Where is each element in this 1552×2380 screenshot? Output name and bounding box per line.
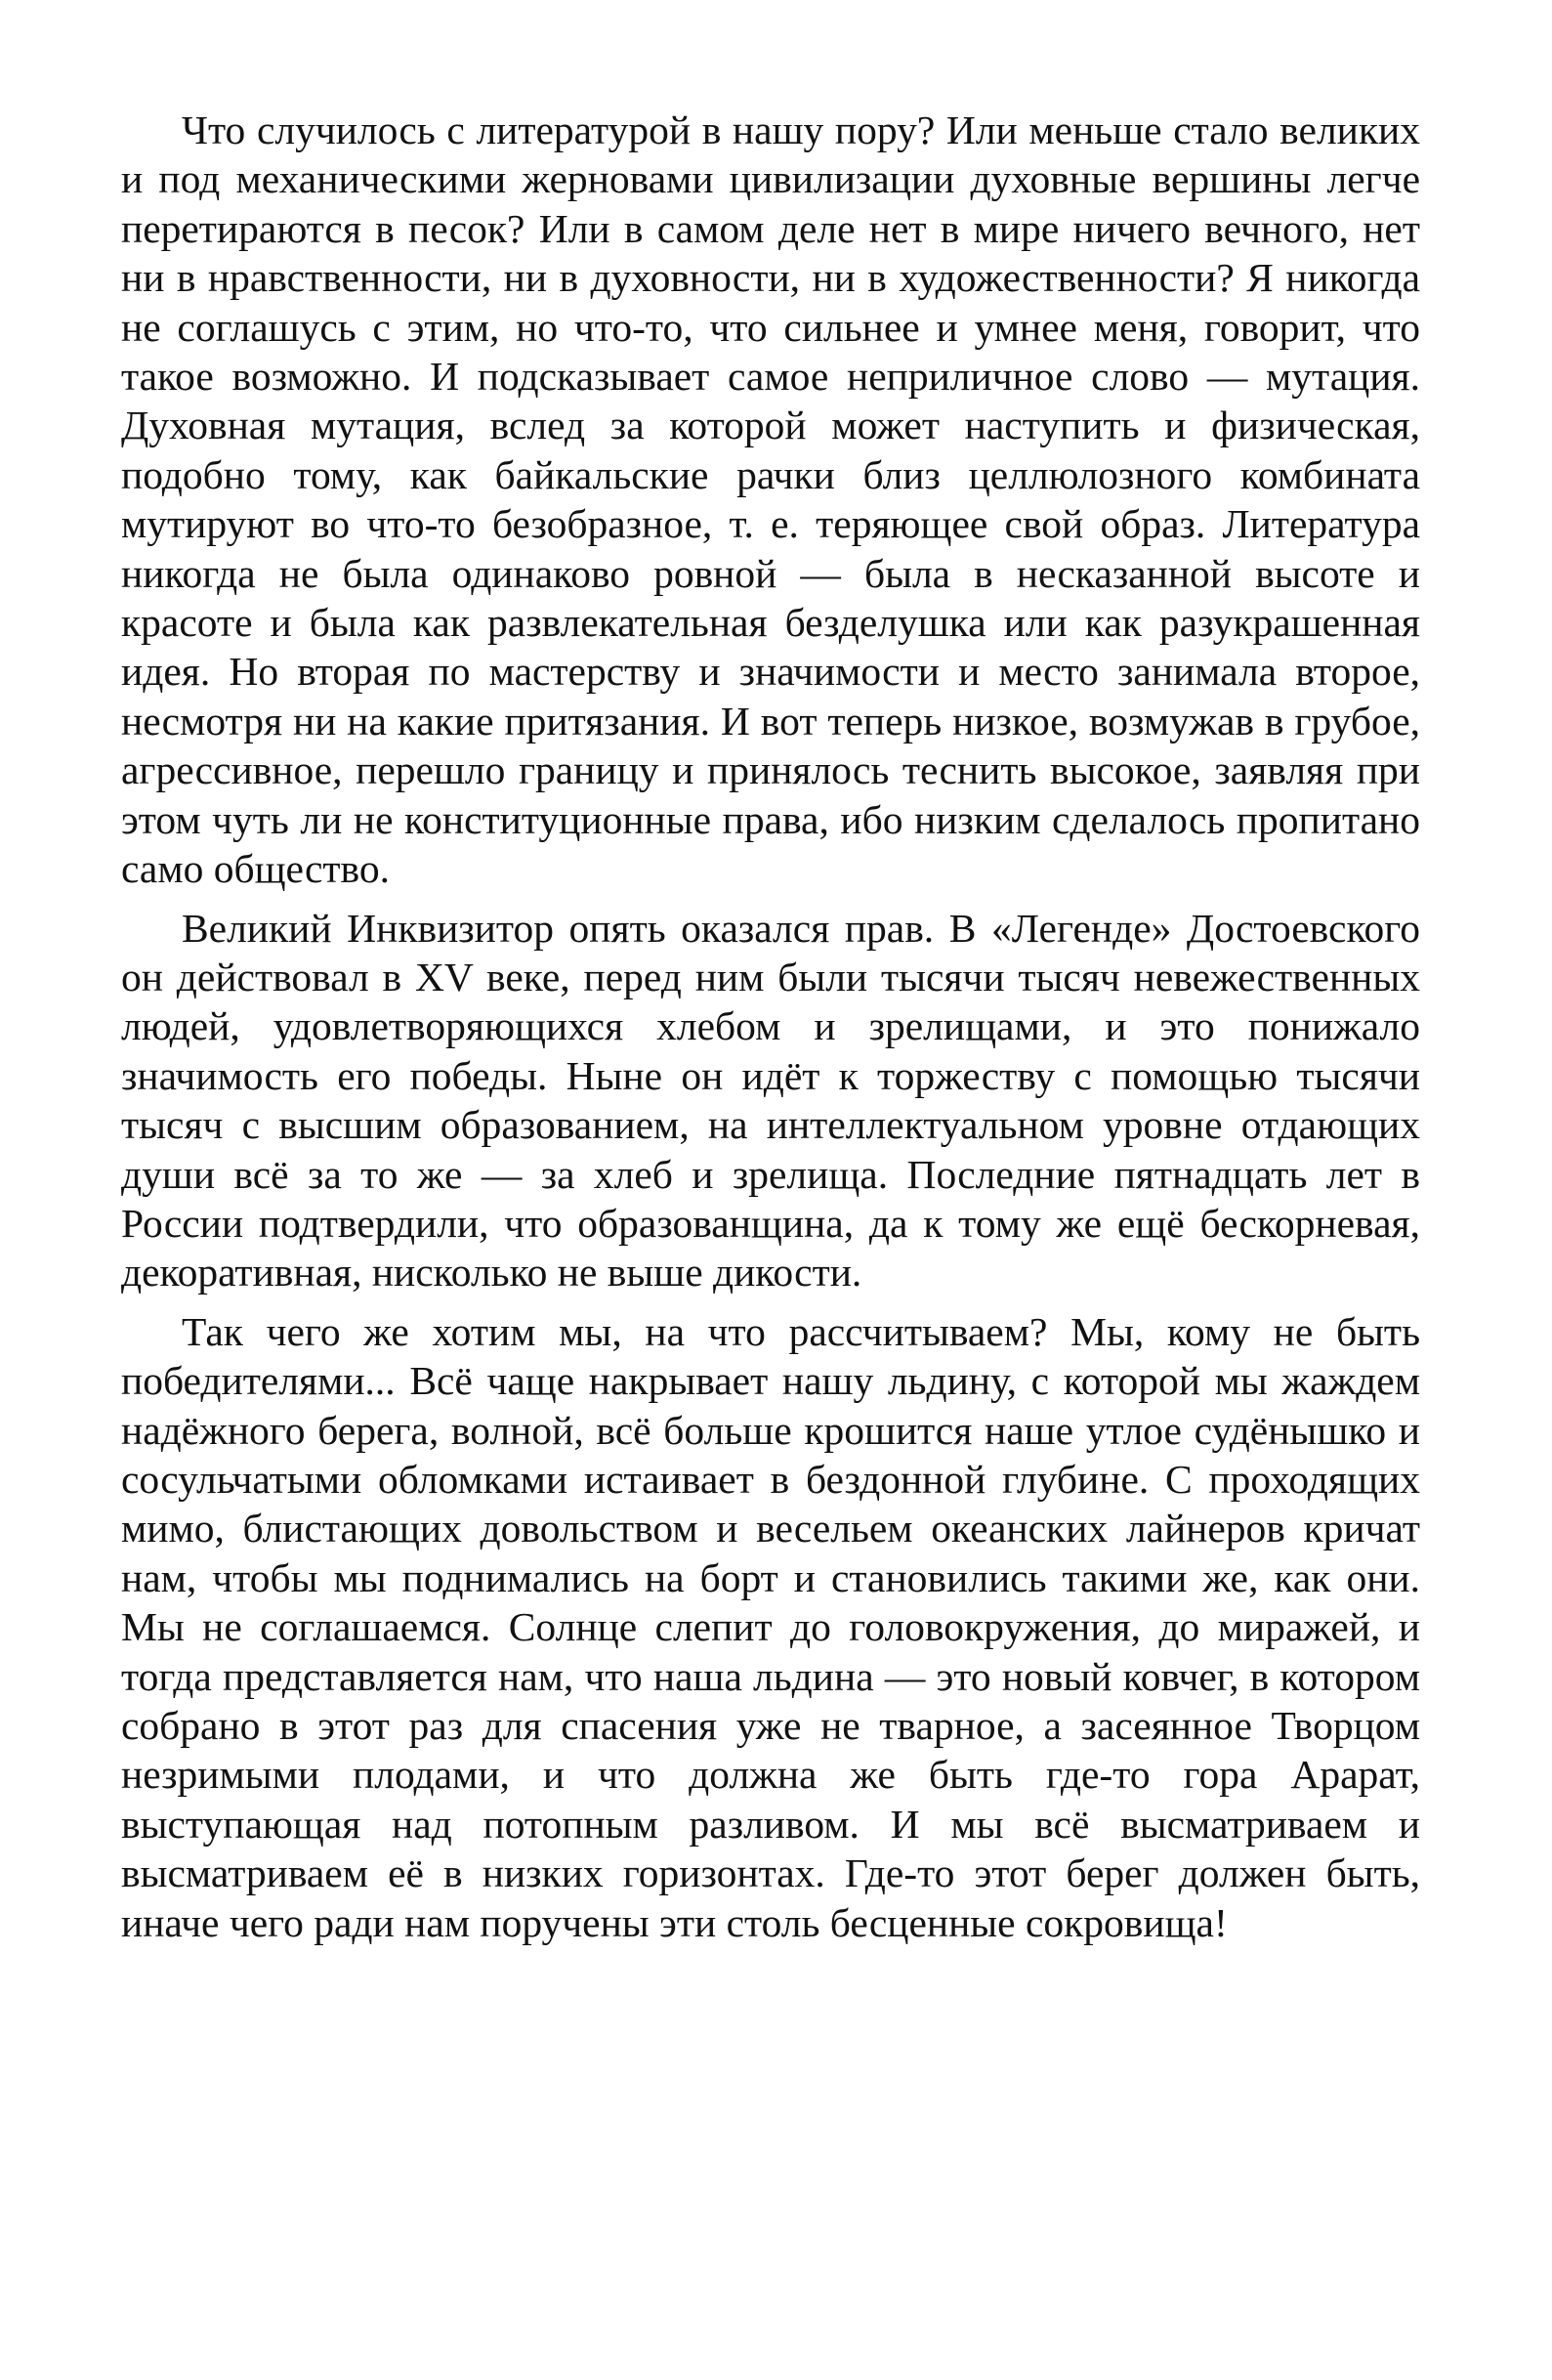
paragraph-1: Что случилось с литературой в нашу пору? Или меньше стало великих и под механическими жерновами цивилизации духовные вершины легче перетираются в песок? Или в самом деле нет в мире ничего вечного, нет ни в нравственности, ни в духовности, ни в художественности? Я никогда не соглашусь с этим, но что-то, что сильнее и умнее меня, говорит, что такое возможно. И подсказывает самое неприличное слово — мутация. Духовная мутация, вслед за которой может наступить и физическая, подобно тому, как байкальские рачки близ целлюлозного комбината мутируют во что-то безобразное, т. е. теряющее свой образ. Литература никогда не была одинаково ровной — была в несказанной высоте и красоте и была как развлекательная безделушка или как разукрашенная идея. Но вторая по мастерству и значимости и место занимала второе, несмотря ни на какие притязания. И вот теперь низкое, возмужав в грубое, агрессивное, перешло границу и принялось теснить высокое, заявляя при этом чуть ли не конституционные права, ибо низким сделалось пропитано само общество. [121,107,1420,892]
paragraph-2: Великий Инквизитор опять оказался прав. В «Легенде» Достоевского он действовал в XV веке, перед ним были тысячи тысяч невежественных людей, удовлетворяющихся хлебом и зрелищами, и это понижало значимость его победы. Ныне он идёт к торжеству с помощью тысячи тысяч с высшим образованием, на интеллектуальном уровне отдающих души всё за то же — за хлеб и зрелища. Последние пятнадцать лет в России подтвердили, что образованщина, да к тому же ещё бескорневая, декоративная, нисколько не выше дикости. [121,905,1420,1296]
text-column [121,106,1420,1947]
paragraph-3: Так чего же хотим мы, на что рассчитываем? Мы, кому не быть победителями... Всё чаще накрывает нашу льдину, с которой мы жаждем надёжного берега, волной, всё больше крошится наше утлое судёнышко и сосульчатыми обломками истаивает в бездонной глубине. С проходящих мимо, блистающих довольством и весельем океанских лайнеров кричат нам, чтобы мы поднимались на борт и становились такими же, как они. Мы не соглашаемся. Солнце слепит до головокружения, до миражей, и тогда представляется нам, что наша льдина — это новый ковчег, в котором собрано в этот раз для спасения уже не тварное, а засеянное Творцом незримыми плодами, и что должна же быть где-то гора Арарат, выступающая над потопным разливом. И мы всё высматриваем и высматриваем её в низких горизонтах. Где-то этот берег должен быть, иначе чего ради нам поручены эти столь бесценные сокровища! [121,1308,1420,1945]
